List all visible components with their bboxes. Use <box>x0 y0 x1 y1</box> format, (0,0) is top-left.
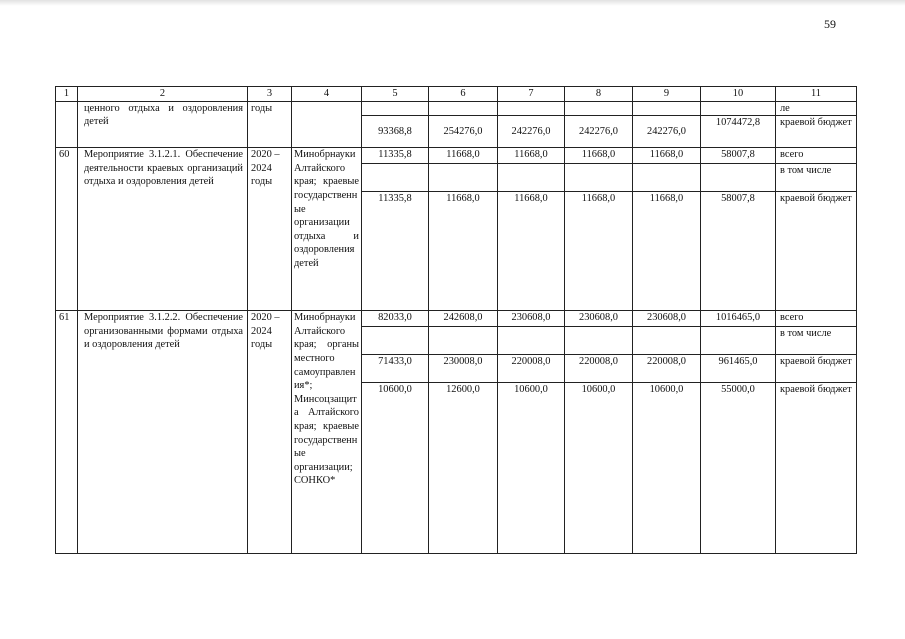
table-row <box>56 101 857 116</box>
value-cell <box>429 327 498 355</box>
page-number: 59 <box>824 17 836 31</box>
value-cell: 961465,0 <box>701 355 776 383</box>
source-label: всего <box>776 148 857 164</box>
header-cell: 3 <box>248 87 292 102</box>
source-label: краевой бюджет <box>776 192 857 311</box>
value-cell: 242276,0 <box>633 116 701 148</box>
header-cell: 2 <box>78 87 248 102</box>
value-cell: 10600,0 <box>362 383 429 554</box>
value-cell: 11668,0 <box>429 148 498 164</box>
row-number <box>56 101 78 148</box>
executor: Минобрнауки Алтайского края; органы местного самоуправления*; Минсоцзащита Алтайского края; краевые государственные организации; СОНКО* <box>292 311 362 554</box>
source-label: краевой бюджет <box>776 116 857 148</box>
value-cell <box>565 164 633 192</box>
value-cell <box>565 327 633 355</box>
value-cell: 230608,0 <box>633 311 701 327</box>
header-cell: 11 <box>776 87 857 102</box>
value-cell: 220008,0 <box>633 355 701 383</box>
activity-title: Мероприятие 3.1.2.2. Обеспечение организованными формами отдыха и оздоровления детей <box>78 311 248 554</box>
value-cell: 242276,0 <box>565 116 633 148</box>
header-cell: 6 <box>429 87 498 102</box>
row-number: 61 <box>56 311 78 554</box>
value-cell: 12600,0 <box>429 383 498 554</box>
value-cell: 11668,0 <box>498 192 565 311</box>
value-cell <box>429 164 498 192</box>
source-label: в том числе <box>776 327 857 355</box>
header-cell: 7 <box>498 87 565 102</box>
source-label: краевой бюджет <box>776 383 857 554</box>
table-row <box>56 148 857 164</box>
value-cell <box>633 327 701 355</box>
value-cell: 82033,0 <box>362 311 429 327</box>
years: 2020 – 2024 годы <box>248 311 292 554</box>
header-row <box>56 87 857 102</box>
value-cell: 242608,0 <box>429 311 498 327</box>
value-cell <box>362 101 429 116</box>
value-cell: 220008,0 <box>498 355 565 383</box>
value-cell: 93368,8 <box>362 116 429 148</box>
value-cell: 11668,0 <box>633 192 701 311</box>
source-label: ле <box>776 101 857 116</box>
value-cell: 11668,0 <box>498 148 565 164</box>
program-table <box>55 86 857 554</box>
value-cell: 11668,0 <box>633 148 701 164</box>
value-cell: 10600,0 <box>498 383 565 554</box>
value-cell <box>701 164 776 192</box>
header-cell: 1 <box>56 87 78 102</box>
value-cell: 254276,0 <box>429 116 498 148</box>
value-cell: 11668,0 <box>429 192 498 311</box>
value-cell: 220008,0 <box>565 355 633 383</box>
executor <box>292 101 362 148</box>
value-cell: 242276,0 <box>498 116 565 148</box>
executor: Минобрнауки Алтайского края; краевые государственные организации отдыха и оздоровления детей <box>292 148 362 311</box>
header-cell: 10 <box>701 87 776 102</box>
value-cell <box>362 164 429 192</box>
header-cell: 9 <box>633 87 701 102</box>
value-cell: 58007,8 <box>701 148 776 164</box>
header-cell: 4 <box>292 87 362 102</box>
header-cell: 5 <box>362 87 429 102</box>
value-cell <box>498 164 565 192</box>
value-cell <box>498 327 565 355</box>
value-cell <box>498 101 565 116</box>
value-cell: 11335,8 <box>362 148 429 164</box>
value-cell: 230608,0 <box>565 311 633 327</box>
value-cell: 230608,0 <box>498 311 565 327</box>
years: 2020 – 2024 годы <box>248 148 292 311</box>
activity-title: ценного отдыха и оздоровления детей <box>78 101 248 148</box>
value-cell <box>429 101 498 116</box>
row-number: 60 <box>56 148 78 311</box>
value-cell <box>701 101 776 116</box>
value-cell: 58007,8 <box>701 192 776 311</box>
source-label: краевой бюджет <box>776 355 857 383</box>
value-cell: 11668,0 <box>565 192 633 311</box>
table-row <box>56 311 857 327</box>
value-cell: 11668,0 <box>565 148 633 164</box>
value-cell: 1074472,8 <box>701 116 776 148</box>
header-cell: 8 <box>565 87 633 102</box>
activity-title: Мероприятие 3.1.2.1. Обеспечение деятельности краевых организаций отдыха и оздоровления детей <box>78 148 248 311</box>
value-cell: 55000,0 <box>701 383 776 554</box>
value-cell: 71433,0 <box>362 355 429 383</box>
value-cell <box>701 327 776 355</box>
value-cell <box>362 327 429 355</box>
value-cell: 10600,0 <box>633 383 701 554</box>
value-cell <box>633 101 701 116</box>
value-cell: 230008,0 <box>429 355 498 383</box>
value-cell: 10600,0 <box>565 383 633 554</box>
value-cell <box>565 101 633 116</box>
source-label: в том числе <box>776 164 857 192</box>
source-label: всего <box>776 311 857 327</box>
value-cell: 11335,8 <box>362 192 429 311</box>
scan-shadow <box>0 0 905 6</box>
years: годы <box>248 101 292 148</box>
value-cell <box>633 164 701 192</box>
value-cell: 1016465,0 <box>701 311 776 327</box>
